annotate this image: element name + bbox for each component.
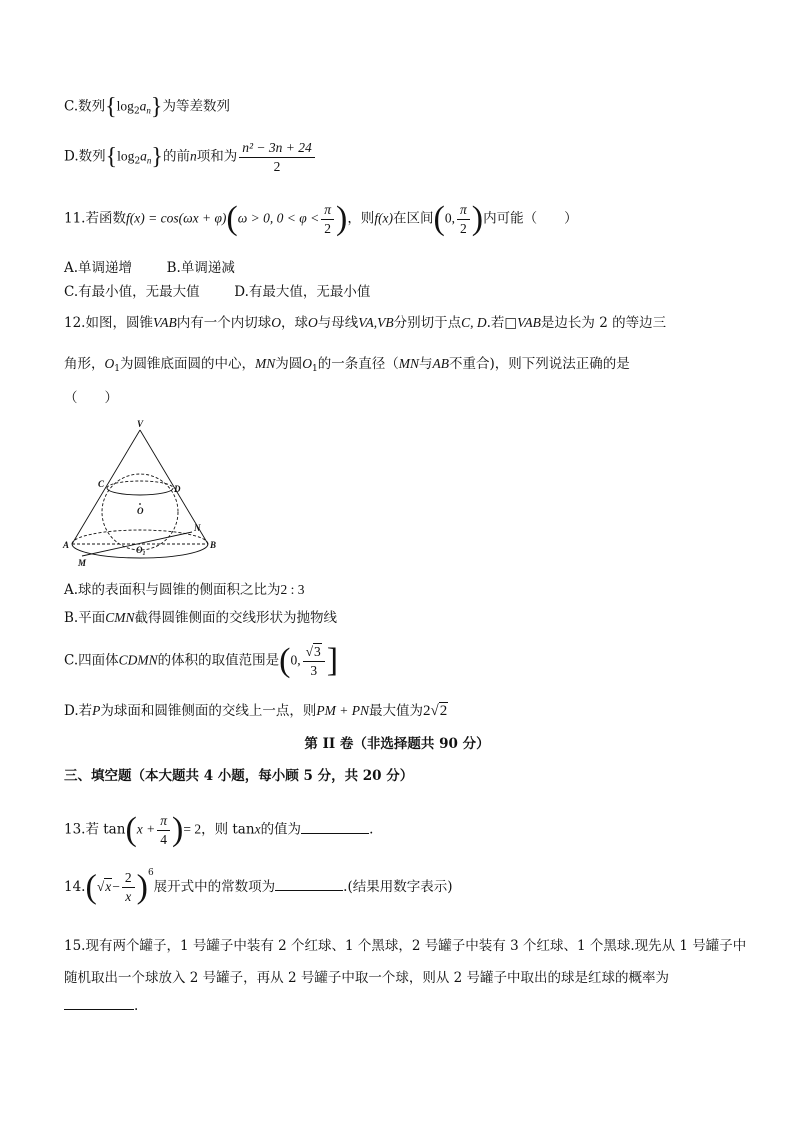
tangent-circle-back [107, 481, 173, 488]
label-n: N [194, 523, 201, 533]
cone-sphere-figure [60, 416, 220, 568]
base-ellipse-back [72, 530, 208, 544]
q12-stem-line2: 角形，$O_1$为圆锥底面圆的中心，MN为圆$O_1$的一条直径（MN与AB不重合)，则下列说法正确的是 [64, 356, 630, 374]
label-a: A [63, 540, 70, 550]
label-o1: $O_1$ [136, 545, 146, 557]
label-b: B [210, 540, 217, 550]
q10-option-c: C.数列$\{\log_2a_n\}$为等差数列 [64, 94, 230, 120]
q12-answer-paren: （ ） [64, 390, 118, 406]
q13: 13.若 tan(x + $\frac{\pi}{4}$ )= 2，则 tanx的值为 . [64, 811, 374, 849]
q11-stem: 11.若函数f(x) = cos(ωx + φ)(ω > 0, 0 < φ < $\frac{\pi}{2}$ )，则f(x)在区间(0, $\frac{\pi}{2}$ )内可能（ ） [64, 200, 578, 238]
q11-option-a: A.单调递增 [64, 260, 133, 276]
q11-option-c: C.有最小值，无最大值 [64, 284, 200, 300]
q11-option-d: D.有最大值，无最小值 [234, 284, 371, 300]
q15-answer-blank[interactable] [64, 1009, 134, 1010]
q14: 14.(√x− $\frac{2}{x}$ )$^6$展开式中的常数项为 .(结果用数字表示) [64, 868, 453, 906]
q15-line1: 15.现有两个罐子，1 号罐子中装有 2 个红球、1 个黑球，2 号罐子中装有 3 个红球、1 个黑球.现先从 1 号罐子中 [64, 938, 747, 954]
label-o: O [137, 506, 144, 516]
q12-option-d: D.若P为球面和圆锥侧面的交线上一点，则PM + PN最大值为2√2 [64, 703, 448, 719]
label-c: C [98, 479, 105, 489]
cone-side-va [72, 430, 140, 544]
q11-options-row2 [64, 284, 370, 300]
q12-option-a: A.球的表面积与圆锥的侧面积之比为2 : 3 [64, 582, 305, 598]
q10-sum-fraction: $\frac{\text{n² − 3n + 24}}{2}$ [239, 140, 315, 174]
q11-option-b: B.单调递减 [166, 260, 235, 276]
q12-stem-line1: 12.如图，圆锥VAB内有一个内切球O，球O与母线VA,VB分别切于点C, D.若□VAB是边长为 2 的等边三 [64, 315, 667, 331]
q15-line3: . [64, 998, 138, 1014]
label-m: M [78, 558, 87, 568]
label-v: V [137, 419, 144, 429]
q12-option-c: C.四面体CDMN的体积的取值范围是(0, $\frac{√3}{3}$ ] [64, 642, 339, 680]
q12-option-b: B.平面CMN截得圆锥侧面的交线形状为抛物线 [64, 610, 337, 626]
q11-options-row1 [64, 260, 235, 276]
q15-line2: 随机取出一个球放入 2 号罐子，再从 2 号罐子中取一个球，则从 2 号罐子中取出的球是红球的概率为 [64, 970, 670, 986]
section-heading-fill-in: 三、填空题（本大题共 4 小题，每小顾 5 分，共 20 分） [64, 768, 414, 784]
volume-heading: 第 II 卷（非选择题共 90 分） [304, 736, 490, 752]
q10-option-d: D.数列$\{\log_2a_n\}$的前n项和为 $\frac{\text{n² − 3n + 24}}{2}$ [64, 140, 317, 174]
q13-answer-blank[interactable] [301, 833, 369, 834]
label-d: D [174, 484, 181, 494]
tangent-circle-front [107, 488, 173, 495]
q14-answer-blank[interactable] [275, 890, 343, 891]
